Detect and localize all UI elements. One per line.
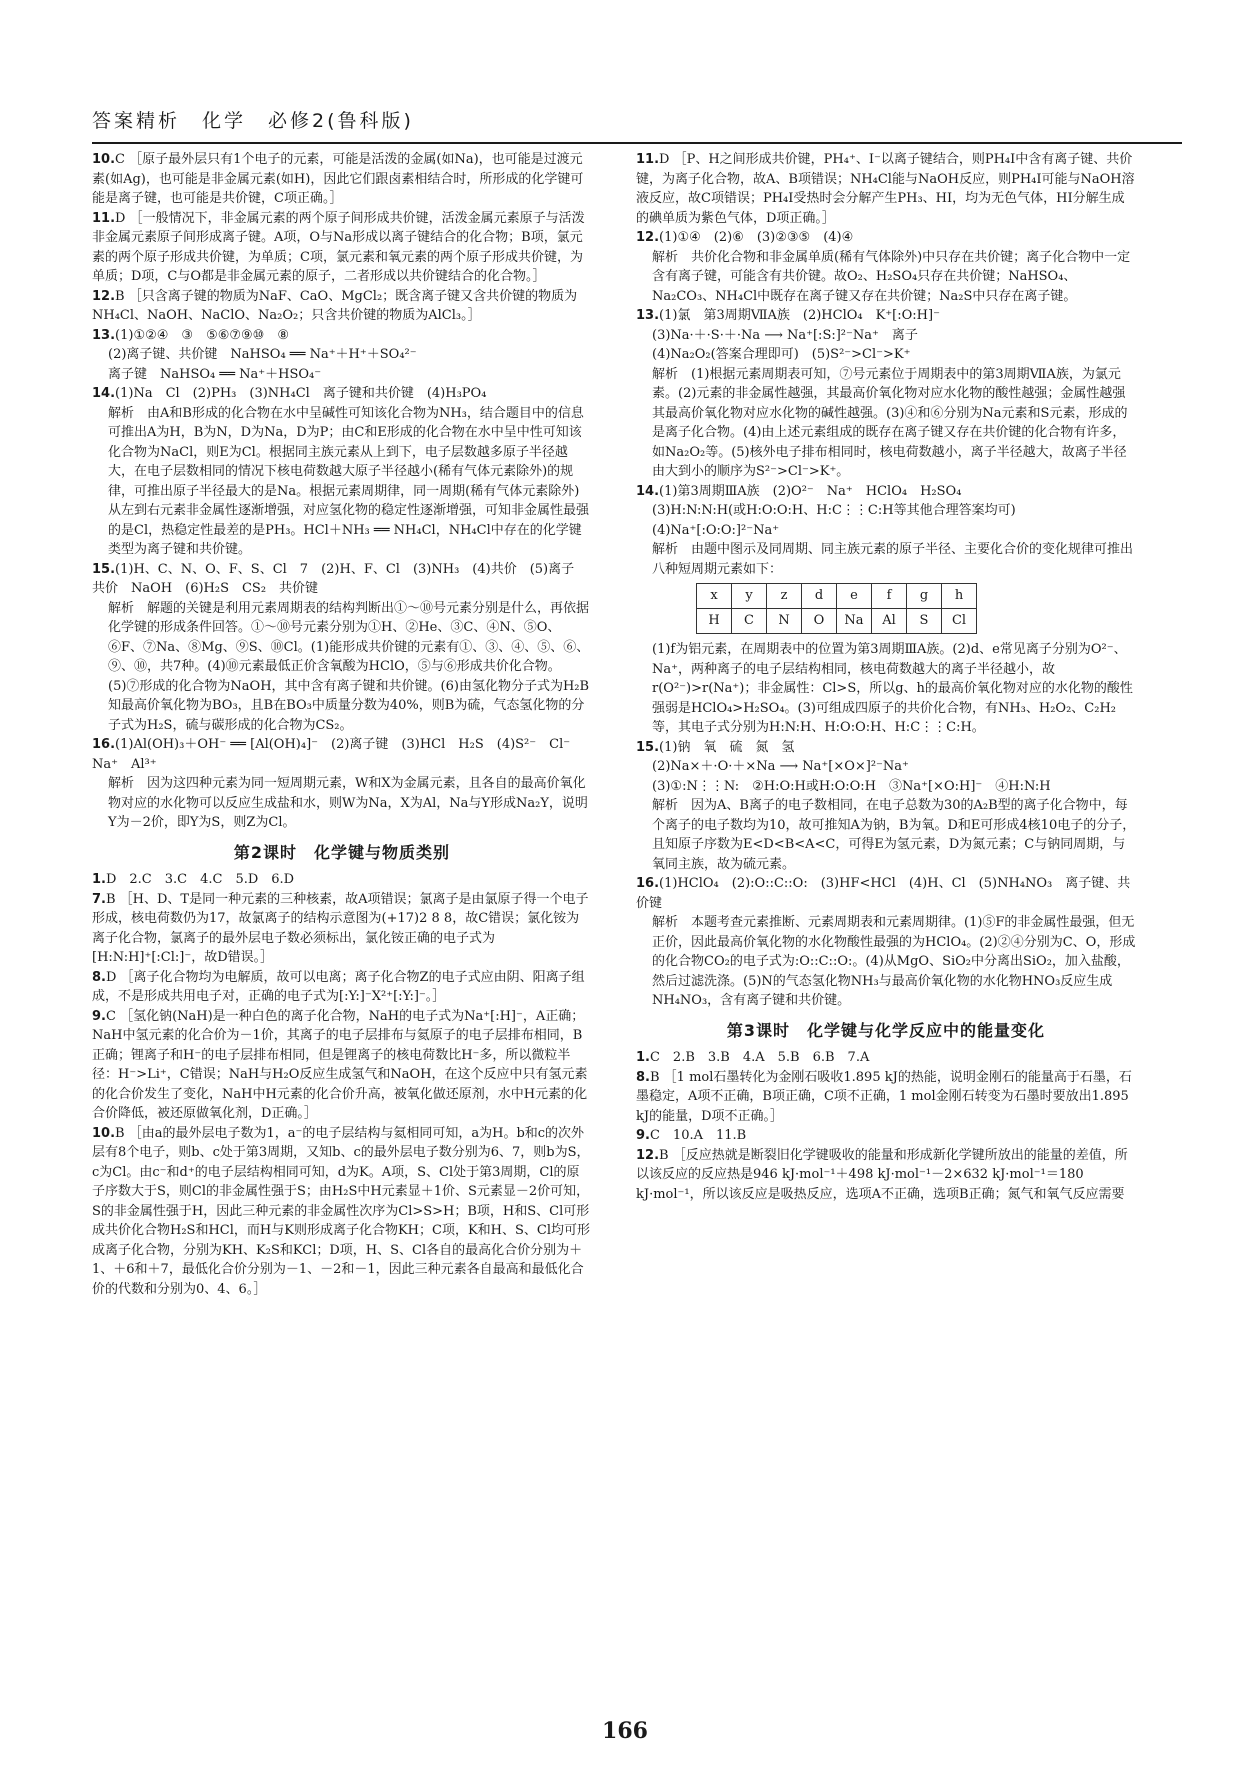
- section-heading: 第2课时 化学键与物质类别: [233, 842, 451, 862]
- section-heading: 第3课时 化学键与化学反应中的能量变化: [726, 1020, 1046, 1040]
- page-number: 166: [602, 1718, 648, 1744]
- answer-paragraph: [636, 482, 1136, 502]
- answer-paragraph: [92, 1007, 592, 1124]
- table-cell: d: [802, 584, 837, 609]
- answer-paragraph: [92, 209, 592, 287]
- answer-paragraph: [636, 738, 1136, 758]
- answer-text: D 2.C 3.C 4.C 5.D 6.D: [105, 872, 295, 887]
- answer-paragraph: [636, 777, 1136, 797]
- answer-paragraph: [636, 1068, 1136, 1127]
- table-cell: h: [942, 584, 977, 609]
- answer-text: (1)Al(OH)₃＋OH⁻ ══ [Al(OH)₄]⁻ (2)离子键 (3)HCl H₂S (4)S²⁻ Cl⁻ Na⁺ Al³⁺: [92, 737, 584, 772]
- answer-paragraph: [92, 384, 592, 404]
- answer-paragraph: [92, 287, 592, 326]
- answer-paragraph: [636, 540, 1136, 579]
- answer-text: 解析 共价化合物和非金属单质(稀有气体除外)中只存在共价键；离子化合物中一定含有离子键，可能含有共价键。故O₂、H₂SO₄只存在共价键；NaHSO₄、Na₂CO₃、NH₄Cl中既存在离子键又存在共价键；Na₂S中只存在离子键。: [652, 249, 1131, 304]
- answer-paragraph: [92, 968, 592, 1007]
- answer-paragraph: [92, 365, 592, 385]
- answer-paragraph: [636, 306, 1136, 326]
- table-cell: x: [697, 584, 732, 609]
- right-column: [636, 150, 1136, 1705]
- answer-paragraph: [92, 345, 592, 365]
- answer-text: (3)H:N:N:H(或H:O:O:H、H:C⋮⋮C:H等其他合理答案均可) (4)Na⁺[:O:O:]²⁻Na⁺: [652, 503, 1029, 538]
- table-cell: z: [767, 584, 802, 609]
- answer-text: B ［由a的最外层电子数为1，a⁻的电子层结构与氦相同可知，a为H。b和c的次外层有8个电子，则b、c处于第3周期，又知b、c的最外层电子数分别为6、7，则b为S，c为Cl。由c⁻和d⁺的电子层结构相同可知，d为K。A项，S、Cl处于第3周期，Cl的原子序数大于S，则Cl的非金属性强于S；由H₂S中H元素显＋1价、S元素显－2价可知，S的非金属性强于H，因此三种元素的非金属性次序为Cl>S>H；B项，H和S、Cl可形成共价化合物H₂S和HCl，而H与K则形成离子化合物KH；C项，K和H、S、Cl均可形成离子化合物，分别为KH、K₂S和KCl；D项，H、S、Cl各自的最高化合价分别为＋1、＋6和＋7，最低化合价分别为－1、－2和－1，因此三种元素各自最高和最低化合价的代数和分别为0、4、6。］: [92, 1125, 590, 1297]
- answer-text: (1)第3周期ⅢA族 (2)O²⁻ Na⁺ HClO₄ H₂SO₄: [659, 483, 962, 499]
- question-number: 9.: [92, 1008, 106, 1024]
- answer-paragraph: [92, 560, 592, 599]
- answer-text: (2)离子键、共价键 NaHSO₄ ══ Na⁺＋H⁺＋SO₄²⁻: [108, 347, 417, 362]
- answer-paragraph: [636, 640, 1136, 738]
- question-number: 15.: [636, 739, 660, 755]
- answer-paragraph: [92, 599, 592, 736]
- table-cell: e: [837, 584, 872, 609]
- answer-text: C 10.A 11.B: [649, 1128, 747, 1143]
- element-table: [696, 583, 977, 634]
- answer-text: 解析 因为这四种元素为同一短周期元素，W和X为金属元素，且各自的最高价氧化物对应的水化物可以反应生成盐和水，则W为Na，X为Al，Na与Y形成Na₂Y，说明Y为－2价，即Y为S，则Z为Cl。: [108, 776, 588, 830]
- answer-text: 解析 (1)根据元素周期表可知，⑦号元素位于周期表中的第3周期ⅦA族，为氯元素。(2)元素的非金属性越强，其最高价氧化物对应水化物的酸性越强；金属性越强其最高价氧化物对应水化物的碱性越强。(3)④和⑥分别为Na元素和S元素，形成的是离子化合物。(4)由上述元素组成的既存在离子键又存在共价键的化合物有许多，如Na₂O₂等。(5)核外电子排布相同时，核电荷数越小，离子半径越大，故离子半径由大到小的顺序为S²⁻>Cl⁻>K⁺。: [652, 366, 1128, 479]
- question-number: 16.: [636, 876, 660, 891]
- question-number: 9.: [636, 1128, 650, 1143]
- question-number: 13.: [636, 308, 660, 323]
- table-cell: O: [802, 609, 837, 634]
- answer-text: B ［1 mol石墨转化为金刚石吸收1.895 kJ的热能，说明金刚石的能量高于石墨，石墨稳定，A项不正确，B项正确，C项不正确，1 mol金刚石转变为石墨时要放出1.895 kJ的能量，D项不正确。］: [636, 1069, 1132, 1124]
- header-rule: [92, 142, 1182, 144]
- answer-text: (1)①②④ ③ ⑤⑥⑦⑨⑩ ⑧: [115, 327, 289, 343]
- answer-paragraph: [636, 874, 1136, 913]
- answer-paragraph: [636, 501, 1136, 540]
- question-number: 14.: [636, 483, 660, 499]
- answer-text: (1)f为铝元素，在周期表中的位置为第3周期ⅢA族。(2)d、e常见离子分别为O²⁻、Na⁺，两种离子的电子层结构相同，核电荷数越大的离子半径越小，故r(O²⁻)>r(Na⁺)；非金属性：Cl>S，所以g、h的最高价氧化物对应的水化物的酸性强弱是HClO₄>H₂SO₄。(3)可组成四原子的共价化合物，有NH₃、H₂O₂、C₂H₂等，其电子式分别为H:N:H、H:O:O:H、H:C⋮⋮C:H。: [652, 642, 1133, 735]
- answer-text: D ［离子化合物均为电解质，故可以电离；离子化合物Z的电子式应由阴、阳离子组成，不是形成共用电子对，正确的电子式为[:Y:]⁻X²⁺[:Y:]⁻。］: [92, 969, 585, 1004]
- answer-text: B ［反应热就是断裂旧化学键吸收的能量和形成新化学键所放出的能量的差值，所以该反应的反应热是946 kJ·mol⁻¹＋498 kJ·mol⁻¹－2×632 kJ·mol⁻¹＝180 kJ·mol⁻¹，所以该反应是吸热反应，选项A不正确，选项B正确；氮气和氧气反应需要: [636, 1147, 1128, 1202]
- answer-paragraph: [636, 757, 1136, 777]
- answer-text: 解析 本题考查元素推断、元素周期表和元素周期律。(1)⑤F的非金属性最强，但无正价，因此最高价氧化物的水化物酸性最强的为HClO₄。(2)②④分别为C、O，形成的化合物CO₂的电子式为:O::C::O:。(4)从MgO、SiO₂中分离出SiO₂，加入盐酸，然后过滤洗涤。(5)N的气态氢化物NH₃与最高价氧化物的水化物HNO₃反应生成NH₄NO₃，含有离子键和共价键。: [652, 915, 1136, 1008]
- answer-text: (3)Na·＋·S·＋·Na ⟶ Na⁺[:S:]²⁻Na⁺ 离子: [652, 327, 918, 343]
- answer-paragraph: [636, 1048, 1136, 1068]
- table-cell: C: [732, 609, 767, 634]
- answer-text: (3)①:N⋮⋮N: ②H:O:H或H:O:O:H ③Na⁺[×O:H]⁻ ④H:N:H: [652, 778, 1051, 794]
- question-number: 12.: [636, 1147, 660, 1163]
- answer-paragraph: [636, 150, 1136, 228]
- answer-text: (1)钠 氧 硫 氮 氢: [659, 739, 795, 755]
- answer-paragraph: [636, 1146, 1136, 1205]
- answer-text: 解析 因为A、B离子的电子数相同，在电子总数为30的A₂B型的离子化合物中，每个离子的电子数均为10，故可推知A为钠，B为氧。D和E可形成4核10电子的分子，且知原子序数为E<D<B<A<C，可得E为氢元素，D为氮元素；C与钠同周期，与氧同主族，故为硫元素。: [652, 798, 1136, 872]
- question-number: 12.: [92, 288, 116, 304]
- answer-paragraph: [92, 870, 592, 890]
- answer-text: C 2.B 3.B 4.A 5.B 6.B 7.A: [649, 1050, 870, 1065]
- question-number: 15.: [92, 561, 116, 577]
- question-number: 12.: [636, 230, 660, 245]
- answer-paragraph: [636, 326, 1136, 346]
- answer-paragraph: [92, 150, 592, 209]
- answer-text: B ［H、D、T是同一种元素的三种核素，故A项错误；氯离子是由氯原子得一个电子形成，核电荷数仍为17，故氯离子的结构示意图为(+17)2 8 8，故C错误；氯化铵为离子化合物，氯离子的最外层电子数必须标出，氯化铵正确的电子式为[H:N:H]⁺[:Cl:]⁻，故D错误。］: [92, 891, 589, 965]
- left-column: [92, 150, 592, 1705]
- table-cell: y: [732, 584, 767, 609]
- answer-text: (1)①④ (2)⑥ (3)②③⑤ (4)④: [659, 230, 854, 245]
- table-cell: H: [697, 609, 732, 634]
- answer-text: C ［氢化钠(NaH)是一种白色的离子化合物，NaH的电子式为Na⁺[:H]⁻，A正确；NaH中氢元素的化合价为－1价，其离子的电子层排布与氦原子的电子层排布相同，B正确；锂离子和H⁻的电子层排布相同，但是锂离子的核电荷数比H⁻多，所以微粒半径：H⁻>Li⁺，C错误；NaH与H₂O反应生成氢气和NaOH，在这个反应中只有氢元素的化合价发生了变化，NaH中H元素的化合价升高，被氧化做还原剂，水中H元素的化合价降低，被还原做氧化剂，D正确。］: [92, 1008, 588, 1121]
- table-cell: g: [907, 584, 942, 609]
- question-number: 7.: [92, 891, 106, 907]
- answer-text: (1)H、C、N、O、F、S、Cl 7 (2)H、F、Cl (3)NH₃ (4)共价 (5)离子 共价 NaOH (6)H₂S CS₂ 共价键: [92, 561, 588, 596]
- table-cell: Cl: [942, 609, 977, 634]
- question-number: 11.: [92, 210, 116, 226]
- question-number: 1.: [636, 1050, 650, 1065]
- question-number: 10.: [92, 1125, 116, 1141]
- answer-paragraph: [636, 913, 1136, 1011]
- answer-text: 解析 由题中图示及同周期、同主族元素的原子半径、主要化合价的变化规律可推出八种短周期元素如下：: [652, 542, 1134, 577]
- table-cell: S: [907, 609, 942, 634]
- answer-text: 解析 由A和B形成的化合物在水中呈碱性可知该化合物为NH₃，结合题目中的信息可推出A为H，B为N，D为Na，D为P；由C和E形成的化合物在水中呈中性可知该化合物为NaCl，则E为Cl。根据同主族元素从上到下，电子层数越多原子半径越大，在电子层数相同的情况下核电荷数越大原子半径越小(稀有气体元素除外)的规律，可推出原子半径最大的是Na。根据元素周期律，同一周期(稀有气体元素除外)从左到右元素非金属性逐渐增强，对应氢化物的稳定性逐渐增强，可知非金属性最强的是Cl，热稳定性最差的是PH₃。HCl＋NH₃ ══ NH₄Cl，NH₄Cl中存在的化学键类型为离子键和共价键。: [108, 405, 590, 557]
- answer-paragraph: [636, 248, 1136, 307]
- table-cell: Al: [872, 609, 907, 634]
- page-header: 答案精析 化学 必修2(鲁科版): [92, 110, 414, 132]
- answer-text: D ［P、H之间形成共价键，PH₄⁺、I⁻以离子键结合，则PH₄I中含有离子键、共价键，为离子化合物，故A、B项错误；NH₄Cl能与NaOH反应，则PH₄I可能与NaOH溶液反应，故C项错误；PH₄I受热时会分解产生PH₃、HI，均为无色气体，HI分解生成的碘单质为紫色气体，D项正确。］: [636, 152, 1135, 226]
- answer-text: 离子键 NaHSO₄ ══ Na⁺＋HSO₄⁻: [108, 366, 322, 382]
- answer-paragraph: [92, 774, 592, 833]
- question-number: 8.: [92, 969, 106, 985]
- answer-text: (1)HClO₄ (2):O::C::O: (3)HF<HCl (4)H、Cl (5)NH₄NO₃ 离子键、共价键: [636, 876, 1131, 911]
- question-number: 14.: [92, 386, 116, 401]
- answer-text: (4)Na₂O₂(答案合理即可) (5)S²⁻>Cl⁻>K⁺: [652, 347, 911, 362]
- answer-paragraph: [636, 1126, 1136, 1146]
- answer-paragraph: [92, 1124, 592, 1300]
- answer-text: 解析 解题的关键是利用元素周期表的结构判断出①～⑩号元素分别是什么，再依据化学键的形成条件回答。①～⑩号元素分别为①H、②He、③C、④N、⑤O、⑥F、⑦Na、⑧Mg、⑨S、⑩Cl。(1)能形成共价键的元素有①、③、④、⑤、⑥、⑨、⑩，共7种。(4)⑩元素最低正价含氧酸为HClO，⑤与⑥形成共价化合物。(5)⑦形成的化合物为NaOH，其中含有离子键和共价键。(6)由氢化物分子式为H₂B知最高价氧化物为BO₃，且B在BO₃中质量分数为40%，则B为硫，气态氢化物的分子式为H₂S，硫与碳形成的化合物为CS₂。: [108, 600, 590, 733]
- table-cell: Na: [837, 609, 872, 634]
- question-number: 13.: [92, 327, 116, 343]
- answer-paragraph: [92, 890, 592, 968]
- answer-text: B ［只含离子键的物质为NaF、CaO、MgCl₂；既含离子键又含共价键的物质为NH₄Cl、NaOH、NaClO、Na₂O₂；只含共价键的物质为AlCl₃。］: [92, 288, 578, 323]
- answer-text: C ［原子最外层只有1个电子的元素，可能是活泼的金属(如Na)，也可能是过渡元素(如Ag)，也可能是非金属元素(如H)，因此它们跟卤素相结合时，所形成的化学键可能是离子键，也可能是共价键，C项正确。］: [92, 152, 584, 206]
- answer-paragraph: [636, 228, 1136, 248]
- answer-text: (1)Na Cl (2)PH₃ (3)NH₄Cl 离子键和共价键 (4)H₃PO₄: [115, 386, 487, 401]
- answer-paragraph: [636, 796, 1136, 874]
- question-number: 1.: [92, 872, 106, 887]
- answer-text: (2)Na×＋·O·＋×Na ⟶ Na⁺[×O×]²⁻Na⁺: [652, 759, 909, 774]
- answer-paragraph: [636, 365, 1136, 482]
- table-cell: f: [872, 584, 907, 609]
- answer-text: (1)氯 第3周期ⅦA族 (2)HClO₄ K⁺[:O:H]⁻: [659, 308, 940, 323]
- table-cell: N: [767, 609, 802, 634]
- question-number: 11.: [636, 152, 660, 167]
- answer-paragraph: [92, 326, 592, 346]
- answer-paragraph: [636, 345, 1136, 365]
- question-number: 8.: [636, 1069, 650, 1085]
- answer-text: D ［一般情况下，非金属元素的两个原子间形成共价键，活泼金属元素原子与活泼非金属元素原子间形成离子键。A项，O与Na形成以离子键结合的化合物；B项，氯元素的两个原子形成共价键，为单质；C项，氯元素和氧元素的两个原子形成共价键，为单质；D项，C与O都是非金属元素的原子，二者形成以共价键结合的化合物。］: [92, 210, 585, 284]
- answer-paragraph: [92, 404, 592, 560]
- answer-paragraph: [92, 735, 592, 774]
- question-number: 16.: [92, 737, 116, 752]
- question-number: 10.: [92, 152, 116, 167]
